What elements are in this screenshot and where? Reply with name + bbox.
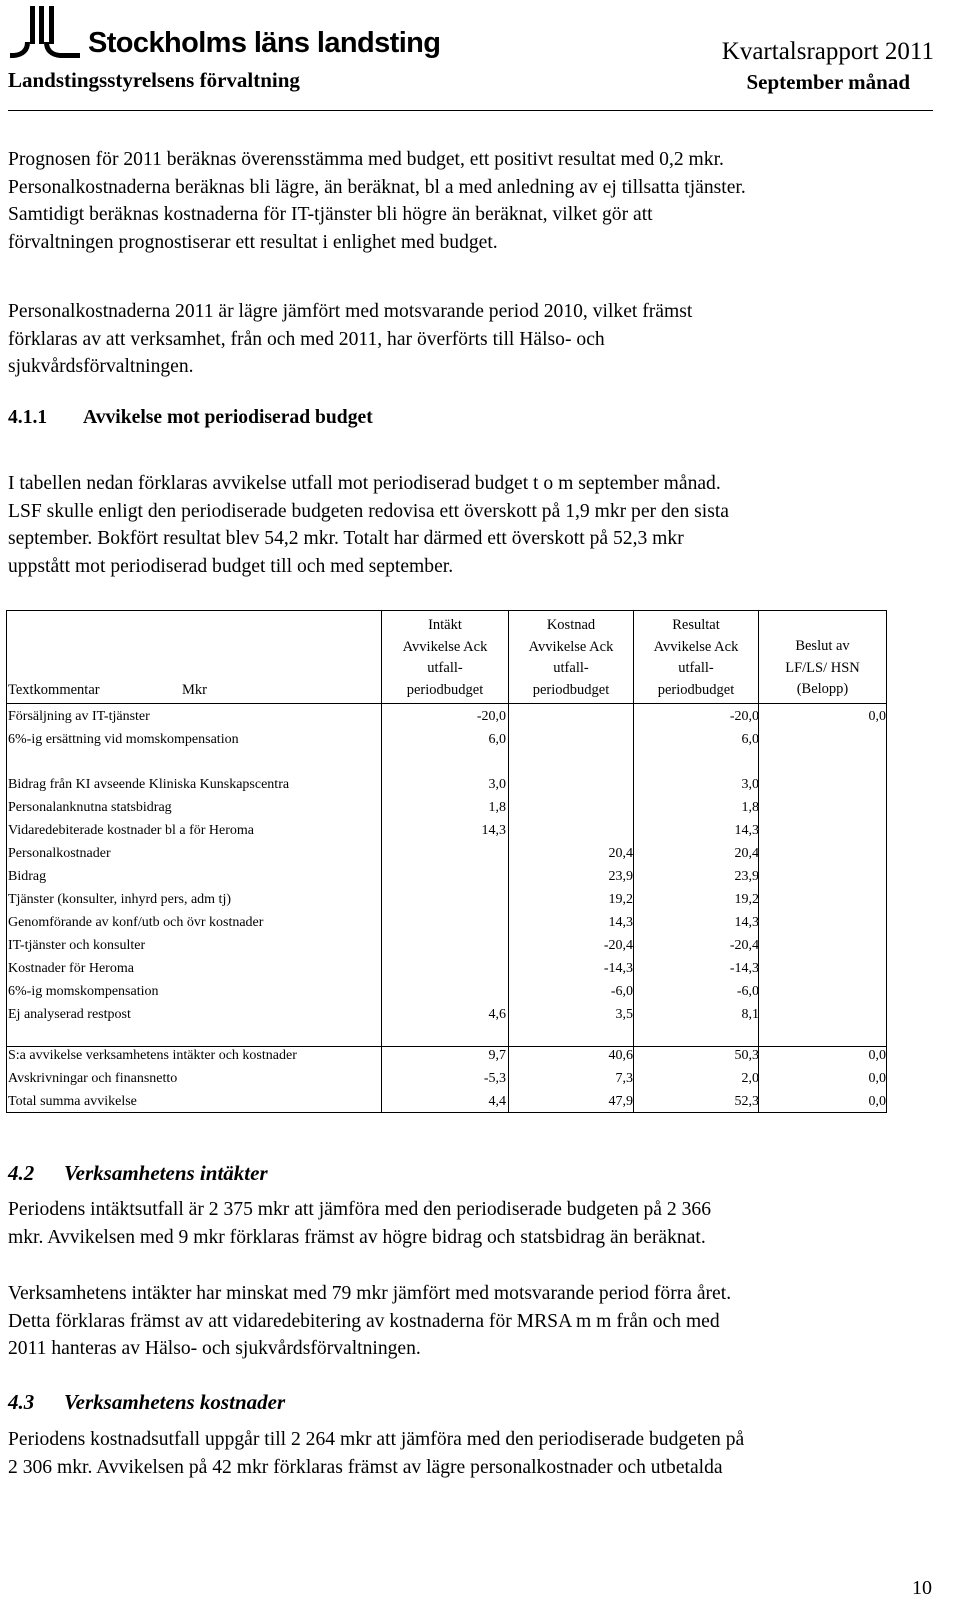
section-heading-4-2 — [8, 1161, 268, 1186]
table-row — [6, 796, 887, 818]
text-line: sjukvårdsförvaltningen. — [8, 356, 194, 377]
cell-resultat: 14,3 — [734, 915, 759, 930]
text-line: förvaltningen prognostiserar ett resultat i enlighet med budget. — [8, 231, 498, 253]
cell-kostnad: 20,4 — [608, 846, 633, 861]
table-border-top — [6, 610, 887, 611]
table-border-bottom — [6, 1112, 887, 1113]
header-line: Beslut av — [795, 638, 850, 654]
cell-kostnad: -6,0 — [610, 984, 633, 999]
cell-resultat: 52,3 — [734, 1094, 759, 1109]
header-line: periodbudget — [406, 681, 484, 698]
header-line: utfall- — [678, 660, 714, 676]
cell-kostnad: 47,9 — [608, 1094, 633, 1109]
cell-resultat: 14,3 — [734, 823, 759, 838]
row-label: Tjänster (konsulter, inhyrd pers, adm tj) — [8, 892, 231, 907]
cell-beslut: 0,0 — [868, 1071, 886, 1086]
deviation-table — [6, 610, 887, 1113]
cell-intakt: 4,4 — [488, 1094, 506, 1109]
cell-beslut: 0,0 — [868, 1094, 886, 1109]
row-label: S:a avvikelse verksamhetens intäkter och kostnader — [8, 1048, 297, 1063]
text-line: Detta förklaras främst av att vidaredebitering av kostnaderna för MRSA m m från och med — [8, 1310, 720, 1332]
cell-resultat: 3,0 — [741, 777, 759, 792]
cell-kostnad: 7,3 — [615, 1071, 633, 1086]
section-number: 4.1.1 — [8, 407, 48, 428]
header-line: Kostnad — [546, 617, 596, 633]
header-line: Intäkt — [428, 617, 462, 633]
text-line: 2011 hanteras av Hälso- och sjukvårdsförvaltningen. — [8, 1338, 421, 1359]
row-label: Personalkostnader — [8, 846, 111, 861]
row-label: Bidrag från KI avseende Kliniska Kunskapscentra — [8, 777, 290, 792]
text-line: LSF skulle enligt den periodiserade budgeten redovisa ett överskott på 1,9 mkr per den sista — [8, 500, 729, 522]
table-row — [6, 865, 887, 887]
cell-intakt: 9,7 — [488, 1048, 506, 1063]
row-label: IT-tjänster och konsulter — [8, 938, 146, 953]
text-line: Personalkostnaderna 2011 är lägre jämfört med motsvarande period 2010, vilket främst — [8, 301, 693, 322]
header-beslut — [759, 636, 886, 701]
cell-kostnad: -20,4 — [603, 938, 633, 953]
cell-resultat: 6,0 — [741, 732, 759, 747]
cell-beslut: 0,0 — [868, 1048, 886, 1063]
table-row — [6, 980, 887, 1002]
cell-resultat: 1,8 — [741, 800, 759, 815]
text-line: I tabellen nedan förklaras avvikelse utfall mot periodiserad budget t o m september månad. — [8, 473, 721, 494]
cell-resultat: 50,3 — [734, 1048, 759, 1063]
header-line: utfall- — [427, 660, 463, 676]
cell-beslut: 0,0 — [868, 709, 886, 724]
table-row — [6, 1067, 887, 1089]
table-row — [6, 957, 887, 979]
table-row — [6, 888, 887, 910]
section-heading-4-3 — [8, 1390, 285, 1415]
row-label: Personalanknutna statsbidrag — [8, 800, 172, 815]
section-title: Verksamhetens intäkter — [64, 1161, 268, 1185]
table-row — [6, 1003, 887, 1025]
header-line: LF/LS/ HSN — [785, 659, 860, 676]
sll-logo-icon — [6, 4, 86, 60]
row-label: Avskrivningar och finansnetto — [8, 1071, 178, 1086]
header-mkr: Mkr — [182, 682, 207, 698]
section-title: Avvikelse mot periodiserad budget — [83, 407, 373, 428]
row-label: 6%-ig momskompensation — [8, 984, 159, 999]
intro-paragraph-1 — [8, 146, 938, 256]
header-line: periodbudget — [532, 681, 610, 698]
section-title: Verksamhetens kostnader — [64, 1390, 286, 1414]
header-divider-line — [6, 703, 887, 704]
row-label: Genomförande av konf/utb och övr kostnader — [8, 915, 264, 930]
intro-paragraph-2 — [8, 298, 938, 381]
cell-resultat: 19,2 — [734, 892, 759, 907]
text-line: uppstått mot periodiserad budget till och med september. — [8, 555, 454, 577]
header-intakt — [382, 615, 508, 701]
cell-resultat: -6,0 — [736, 984, 759, 999]
organization-name: Landstingsstyrelsens förvaltning — [8, 68, 300, 92]
text-line: Periodens kostnadsutfall uppgår till 2 264 mkr att jämföra med den periodiserade budgeten på — [8, 1429, 745, 1450]
row-label: Bidrag — [8, 869, 47, 884]
row-label: Total summa avvikelse — [8, 1094, 137, 1109]
table-row — [6, 842, 887, 864]
table-row-summary — [6, 1044, 887, 1066]
report-title: Kvartalsrapport 2011 — [721, 38, 934, 65]
text-line: förklaras av att verksamhet, från och med 2011, har överförts till Hälso- och — [8, 328, 605, 350]
cell-kostnad: -14,3 — [603, 961, 633, 976]
page-number: 10 — [912, 1577, 932, 1599]
header-line: periodbudget — [657, 681, 735, 698]
section-number: 4.3 — [8, 1390, 35, 1414]
text-line: Prognosen för 2011 beräknas överensstämma med budget, ett positivt resultat med 0,2 mkr. — [8, 149, 724, 170]
table-row — [6, 819, 887, 841]
cell-kostnad: 40,6 — [608, 1048, 633, 1063]
cell-resultat: 8,1 — [741, 1007, 759, 1022]
text-line: Samtidigt beräknas kostnaderna för IT-tjänster bli högre än beräknat, vilket gör att — [8, 204, 653, 225]
cell-resultat: 23,9 — [734, 869, 759, 884]
cell-intakt: 14,3 — [481, 823, 506, 838]
section-heading-4-1-1 — [8, 407, 373, 429]
row-label: 6%-ig ersättning vid momskompensation — [8, 732, 239, 747]
section-number: 4.2 — [8, 1161, 35, 1185]
row-label: Vidaredebiterade kostnader bl a för Heroma — [8, 823, 254, 838]
cell-kostnad: 19,2 — [608, 892, 633, 907]
row-label: Kostnader för Heroma — [8, 961, 134, 976]
cell-resultat: 2,0 — [741, 1071, 759, 1086]
text-line: 2 306 mkr. Avvikelsen på 42 mkr förklaras främst av lägre personalkostnader och utbetalda — [8, 1456, 723, 1478]
header-line: Avvikelse Ack — [402, 638, 488, 655]
report-month: September månad — [746, 70, 910, 94]
section-4-3-paragraph — [8, 1426, 938, 1481]
text-line: Periodens intäktsutfall är 2 375 mkr att jämföra med den periodiserade budgeten på 2 366 — [8, 1199, 711, 1220]
cell-intakt: 6,0 — [488, 732, 506, 747]
table-row — [6, 705, 887, 727]
cell-intakt: 1,8 — [488, 800, 506, 815]
header-line: (Belopp) — [796, 681, 849, 697]
cell-intakt: -5,3 — [483, 1071, 506, 1086]
logo-text: Stockholms läns landsting — [88, 27, 441, 59]
text-line: Personalkostnaderna beräknas bli lägre, än beräknat, bl a med anledning av ej tillsatta tjänster. — [8, 176, 746, 198]
cell-resultat: -14,3 — [729, 961, 759, 976]
header-line: Avvikelse Ack — [528, 638, 614, 655]
row-label: Försäljning av IT-tjänster — [8, 709, 150, 724]
header-line: Resultat — [672, 617, 720, 633]
row-label: Ej analyserad restpost — [8, 1007, 131, 1022]
header-resultat — [634, 615, 758, 701]
cell-intakt: -20,0 — [476, 709, 506, 724]
table-row — [6, 934, 887, 956]
header-line: utfall- — [553, 660, 589, 676]
header-kostnad — [509, 615, 633, 701]
table-row — [6, 911, 887, 933]
table-row-total — [6, 1090, 887, 1112]
table-row — [6, 773, 887, 795]
section-4-2-paragraph-1 — [8, 1196, 938, 1251]
text-line: mkr. Avvikelsen med 9 mkr förklaras främst av högre bidrag och statsbidrag än beräknat. — [8, 1226, 706, 1248]
table-row — [6, 728, 887, 750]
cell-resultat: -20,0 — [729, 709, 759, 724]
header-line: Avvikelse Ack — [653, 638, 739, 655]
cell-intakt: 4,6 — [488, 1007, 506, 1022]
cell-intakt: 3,0 — [488, 777, 506, 792]
section-4-2-paragraph-2 — [8, 1280, 938, 1363]
text-line: september. Bokfört resultat blev 54,2 mkr. Totalt har därmed ett överskott på 52,3 mkr — [8, 528, 684, 549]
cell-kostnad: 14,3 — [608, 915, 633, 930]
header-divider — [8, 110, 933, 111]
section-4-1-1-paragraph — [8, 470, 938, 580]
cell-kostnad: 3,5 — [615, 1007, 633, 1022]
header-textkommentar: Textkommentar — [8, 682, 100, 698]
text-line: Verksamhetens intäkter har minskat med 79 mkr jämfört med motsvarande period förra året. — [8, 1283, 732, 1304]
cell-kostnad: 23,9 — [608, 869, 633, 884]
cell-resultat: -20,4 — [729, 938, 759, 953]
cell-resultat: 20,4 — [734, 846, 759, 861]
